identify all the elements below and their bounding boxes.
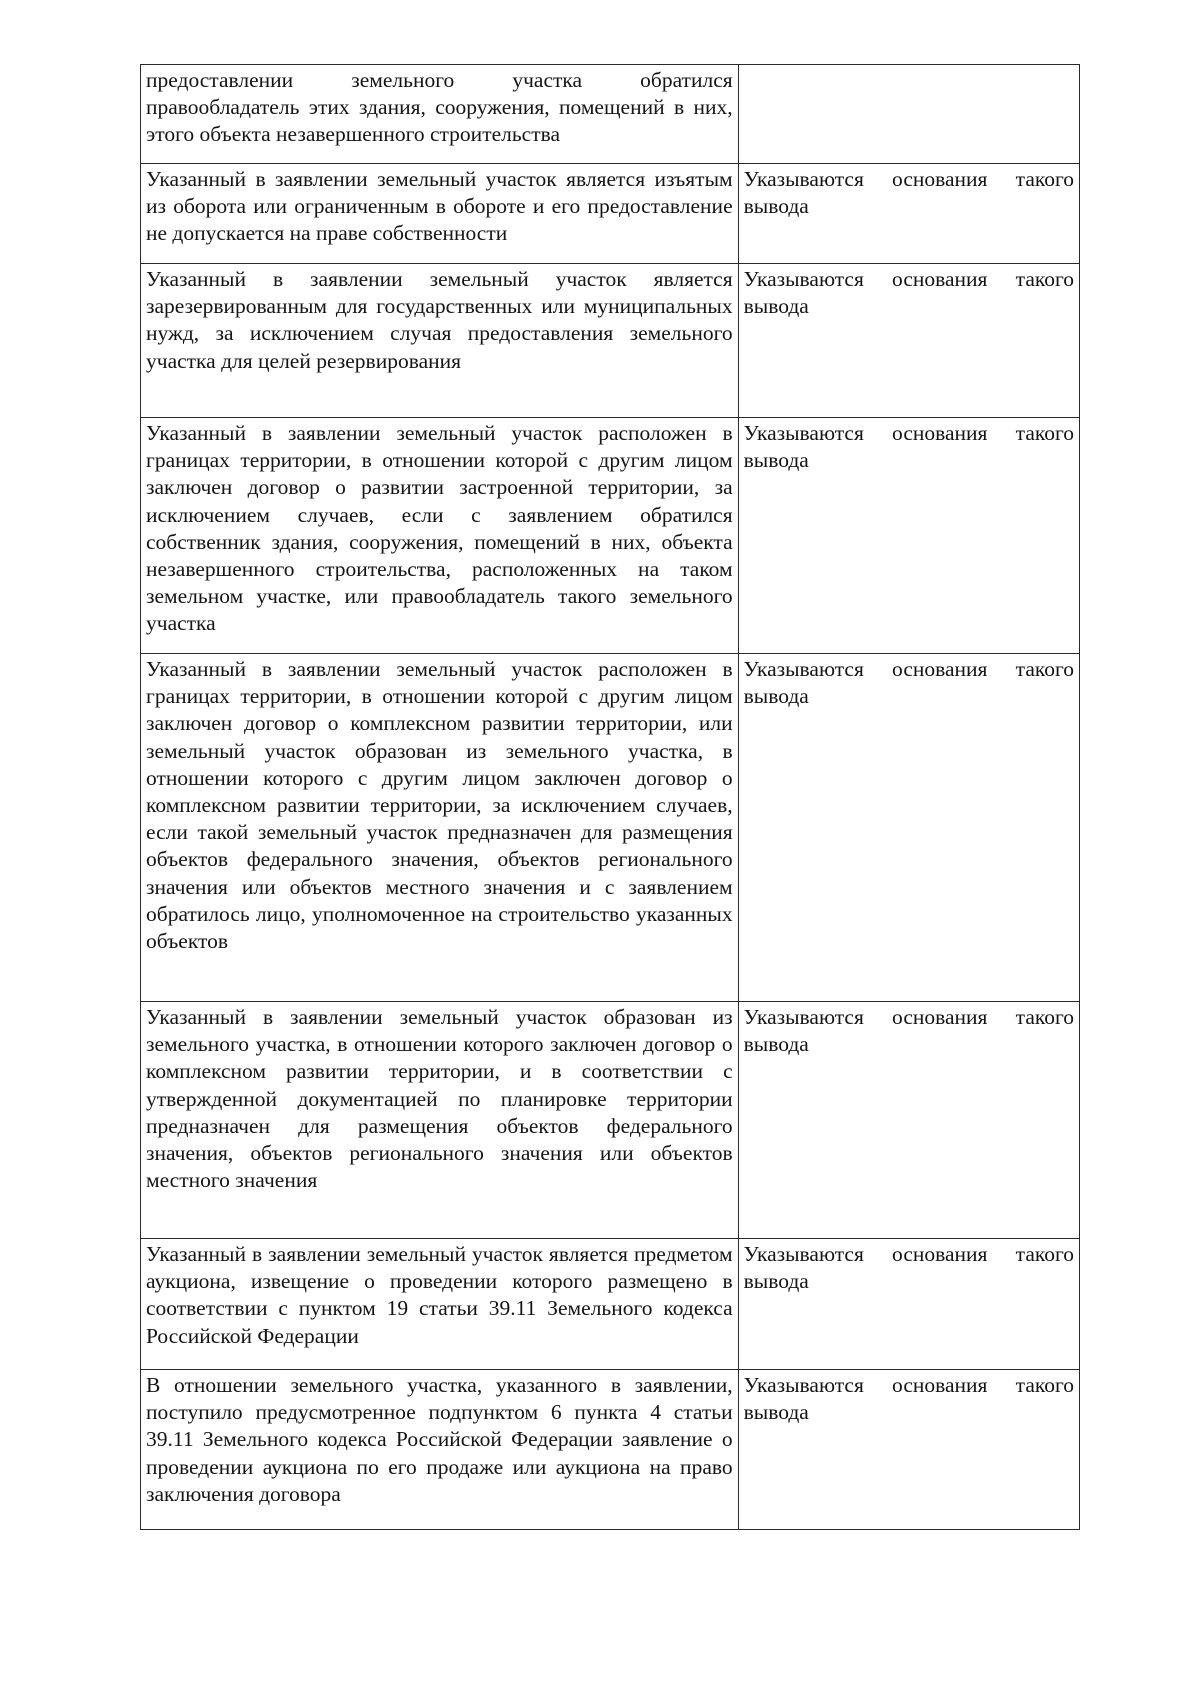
table-row <box>141 1002 1080 1239</box>
condition-cell: Указанный в заявлении земельный участок является предметом аукциона, извещение о проведении которого размещено в соответствии с пунктом 19 статьи 39.11 Земельного кодекса Российской Федерации <box>141 1239 739 1370</box>
table-row <box>141 418 1080 654</box>
condition-cell: Указанный в заявлении земельный участок расположен в границах территории, в отношении которой с другим лицом заключен договор о развитии застроенной территории, за исключением случаев, если с заявлением обратился собственник здания, сооружения, помещений в них, объекта незавершенного строительства, расположенных на таком земельном участке, или правообладатель такого земельного участка <box>141 418 739 654</box>
explanation-cell: Указываются основания такого вывода <box>738 1002 1079 1239</box>
condition-cell: Указанный в заявлении земельный участок является зарезервированным для государственных или муниципальных нужд, за исключением случая предоставления земельного участка для целей резервирования <box>141 264 739 418</box>
explanation-cell: Указываются основания такого вывода <box>738 164 1079 264</box>
table-row <box>141 1239 1080 1370</box>
refusal-grounds-table <box>140 64 1080 1530</box>
table-row <box>141 65 1080 164</box>
table-row <box>141 654 1080 1002</box>
condition-cell: Указанный в заявлении земельный участок является изъятым из оборота или ограниченным в обороте и его предоставление не допускается на праве собственности <box>141 164 739 264</box>
explanation-cell: Указываются основания такого вывода <box>738 418 1079 654</box>
condition-cell: Указанный в заявлении земельный участок образован из земельного участка, в отношении которого заключен договор о комплексном развитии территории, и в соответствии с утвержденной документацией по планировке территории предназначен для размещения объектов федерального значения, объектов регионального значения или объектов местного значения <box>141 1002 739 1239</box>
explanation-cell: Указываются основания такого вывода <box>738 1370 1079 1530</box>
table-row <box>141 264 1080 418</box>
explanation-cell: Указываются основания такого вывода <box>738 654 1079 1002</box>
explanation-cell: Указываются основания такого вывода <box>738 264 1079 418</box>
condition-cell: предоставлении земельного участка обратился правообладатель этих здания, сооружения, помещений в них, этого объекта незавершенного строительства <box>141 65 739 164</box>
explanation-cell <box>738 65 1079 164</box>
table-row <box>141 1370 1080 1530</box>
condition-cell: В отношении земельного участка, указанного в заявлении, поступило предусмотренное подпунктом 6 пункта 4 статьи 39.11 Земельного кодекса Российской Федерации заявление о проведении аукциона по его продаже или аукциона на право заключения договора <box>141 1370 739 1530</box>
explanation-cell: Указываются основания такого вывода <box>738 1239 1079 1370</box>
table-row <box>141 164 1080 264</box>
condition-cell: Указанный в заявлении земельный участок расположен в границах территории, в отношении которой с другим лицом заключен договор о комплексном развитии территории, или земельный участок образован из земельного участка, в отношении которого с другим лицом заключен договор о комплексном развитии территории, за исключением случаев, если такой земельный участок предназначен для размещения объектов федерального значения, объектов регионального значения или объектов местного значения и с заявлением обратилось лицо, уполномоченное на строительство указанных объектов <box>141 654 739 1002</box>
